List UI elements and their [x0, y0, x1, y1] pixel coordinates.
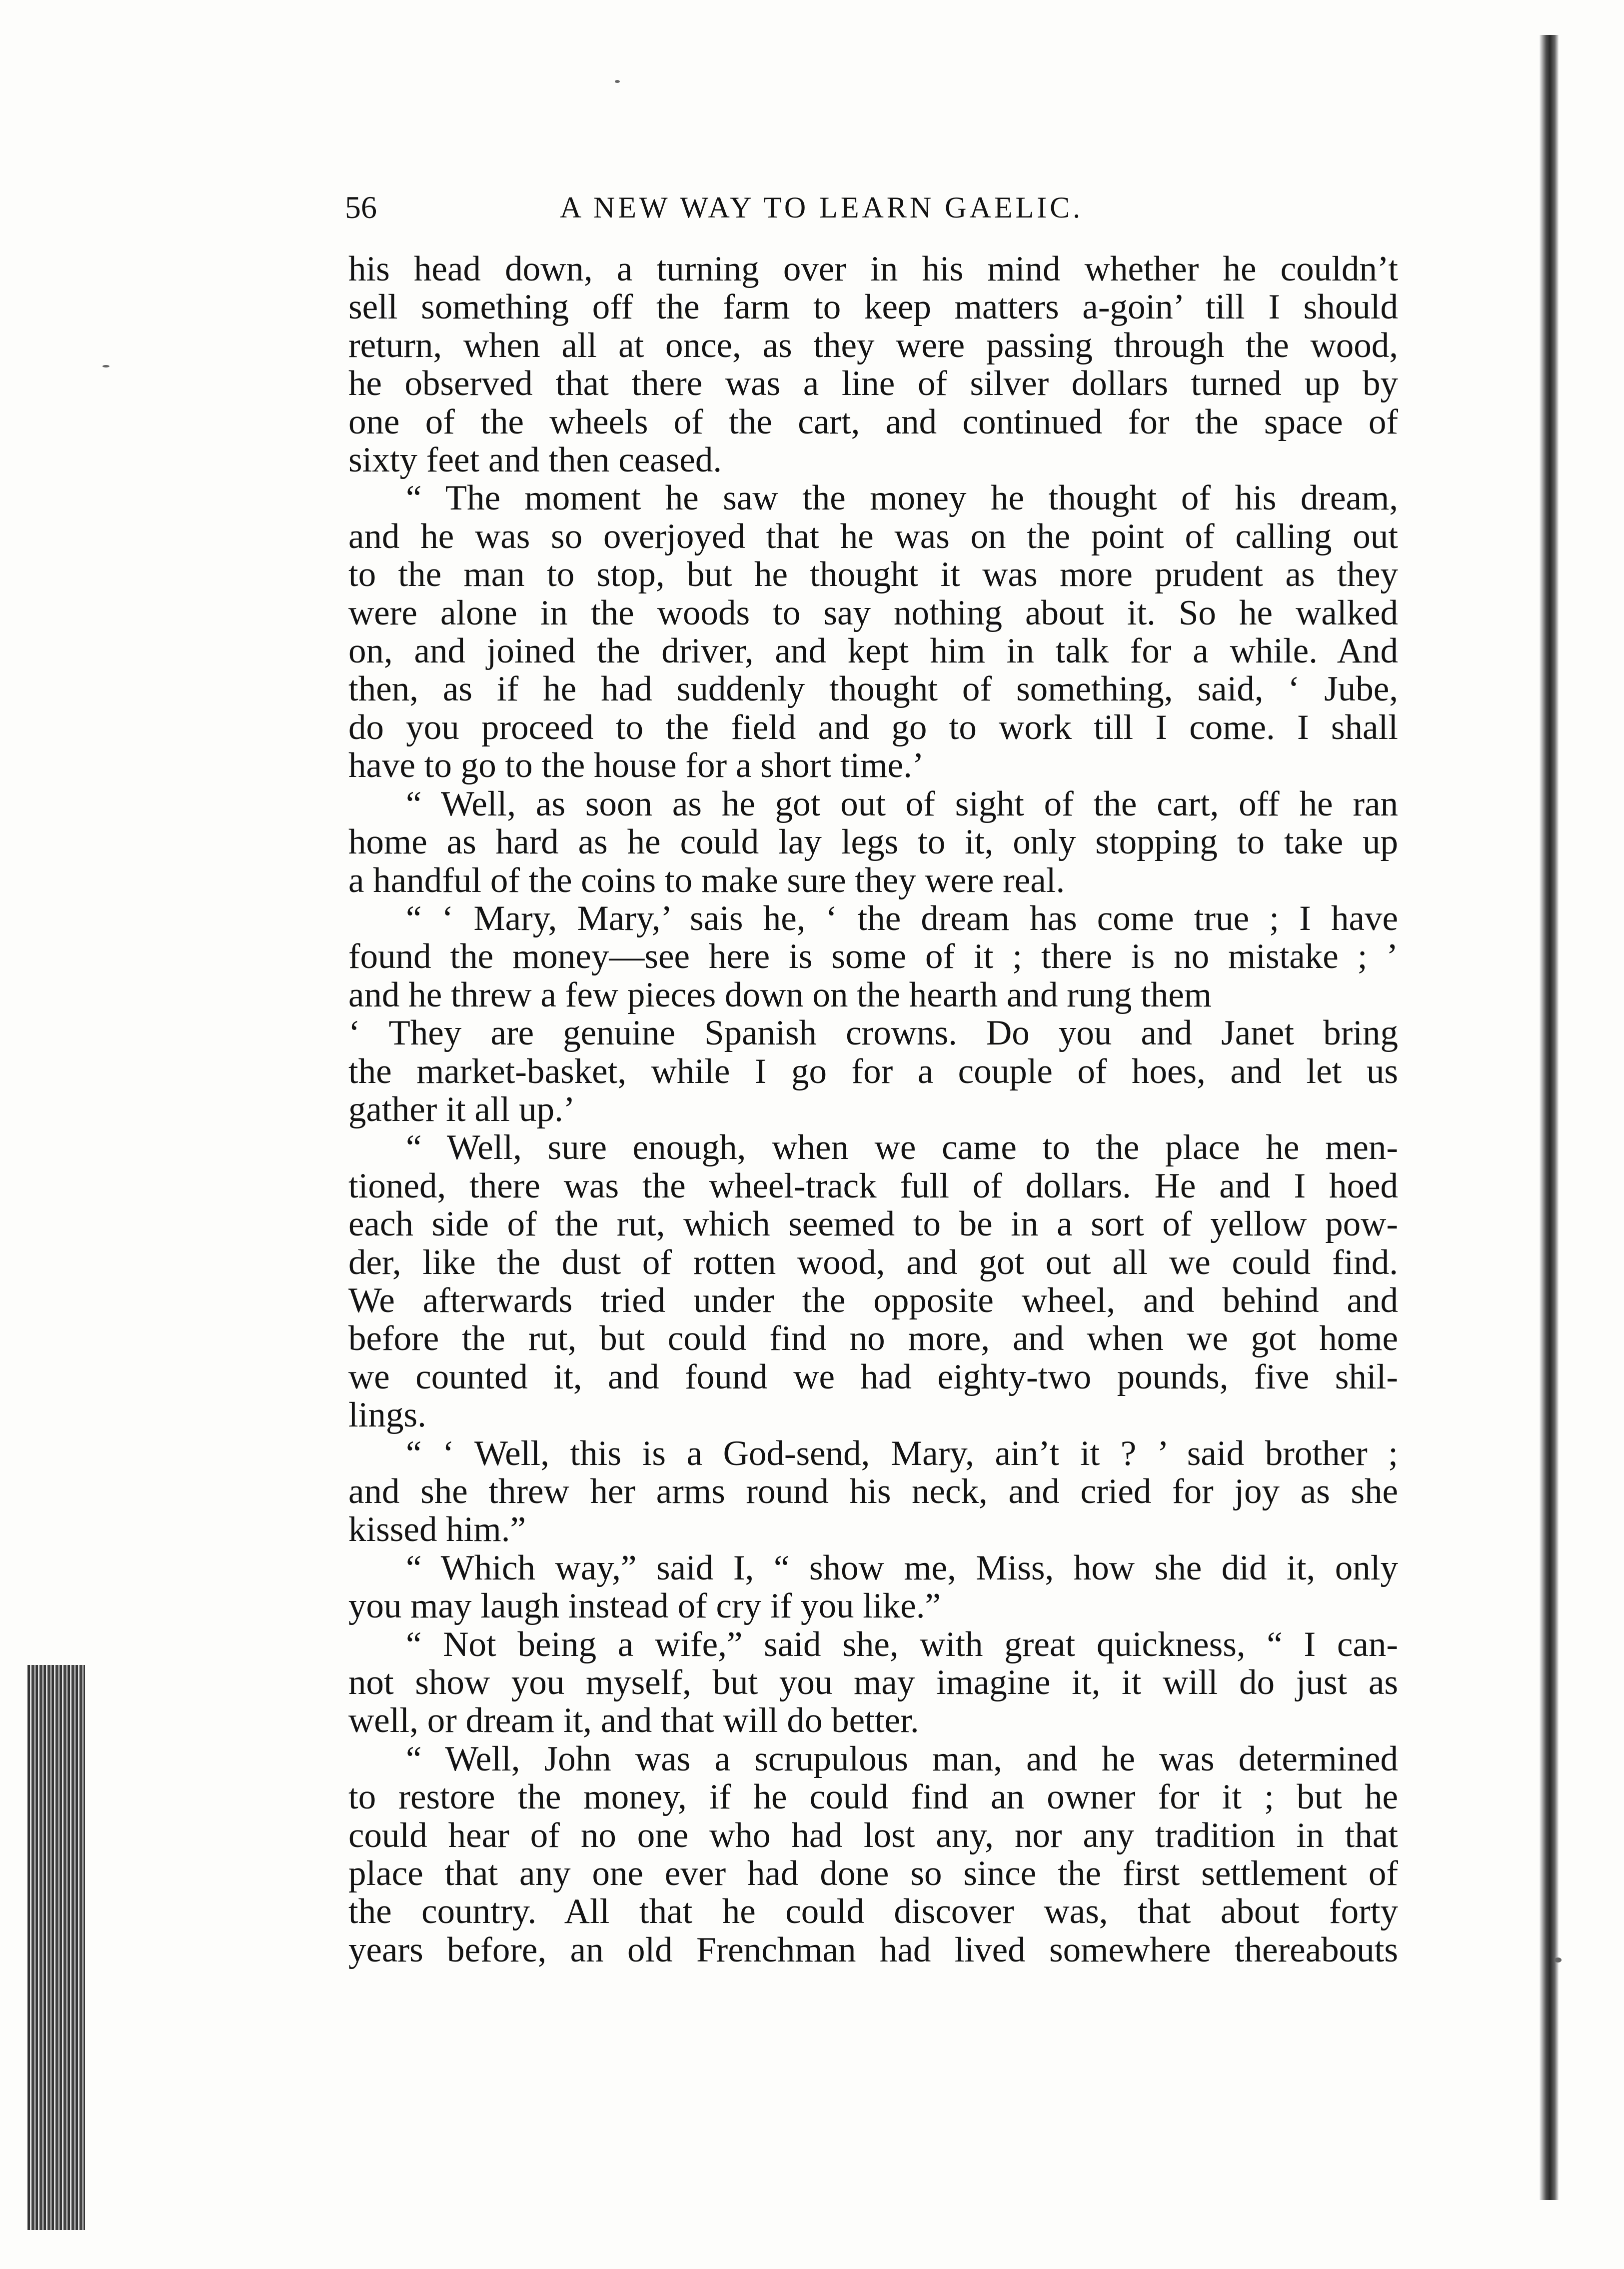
text-line: kissed him.”	[348, 1510, 526, 1550]
text-line: to restore the money, if he could find an owner for it ; but he	[348, 1778, 1398, 1817]
text-line: do you proceed to the field and go to work till I come. I shall	[348, 708, 1398, 747]
text-line: years before, an old Frenchman had lived somewhere thereabouts	[348, 1930, 1398, 1970]
text-line: “ ‘ Well, this is a God-send, Mary, ain’t it ? ’ said brother ;	[406, 1434, 1398, 1473]
text-line: der, like the dust of rotten wood, and got out all we could find.	[348, 1242, 1398, 1282]
text-line: not show you myself, but you may imagine it, it will do just as	[348, 1663, 1398, 1702]
text-line: “ Well, as soon as he got out of sight of the cart, off he ran	[406, 784, 1398, 824]
text-line: and he threw a few pieces down on the hearth and rung them	[348, 975, 1212, 1014]
page-number: 56	[345, 190, 377, 225]
text-line: well, or dream it, and that will do better.	[348, 1701, 919, 1740]
text-line: “ Not being a wife,” said she, with great quickness, “ I can-	[406, 1624, 1398, 1664]
text-line: lings.	[348, 1396, 426, 1435]
text-line: were alone in the woods to say nothing about it. So he walked	[348, 593, 1398, 632]
text-line: “ ‘ Mary, Mary,’ sais he, ‘ the dream has come true ; I have	[406, 898, 1398, 938]
text-line: each side of the rut, which seemed to be in a sort of yellow pow-	[348, 1204, 1398, 1244]
text-line: sixty feet and then ceased.	[348, 440, 722, 480]
scan-speck	[102, 365, 109, 368]
text-line: we counted it, and found we had eighty-two pounds, five shil-	[348, 1357, 1398, 1396]
text-line: home as hard as he could lay legs to it, only stopping to take up	[348, 822, 1398, 862]
text-line: sell something off the farm to keep matters a-goin’ till I should	[348, 288, 1398, 327]
text-line: and she threw her arms round his neck, and cried for joy as she	[348, 1472, 1398, 1511]
body-text	[348, 250, 1398, 1969]
text-line: the market-basket, while I go for a couple of hoes, and let us	[348, 1052, 1398, 1091]
running-title: A NEW WAY TO LEARN GAELIC.	[560, 191, 1084, 224]
text-line: and he was so overjoyed that he was on the point of calling out	[348, 516, 1398, 556]
text-line: found the money—see here is some of it ; there is no mistake ; ’	[348, 937, 1398, 976]
running-head	[345, 185, 1185, 230]
text-line: then, as if he had suddenly thought of something, said, ‘ Jube,	[348, 670, 1398, 709]
text-line: a handful of the coins to make sure they were real.	[348, 860, 1065, 900]
text-line: to the man to stop, but he thought it was more prudent as they	[348, 555, 1398, 594]
text-line: We afterwards tried under the opposite wheel, and behind and	[348, 1280, 1398, 1320]
text-line: tioned, there was the wheel-track full of dollars. He and I hoed	[348, 1166, 1398, 1206]
text-line: ‘ They are genuine Spanish crowns. Do you and Janet bring	[348, 1014, 1398, 1053]
text-line: the country. All that he could discover was, that about forty	[348, 1892, 1398, 1932]
scan-speck	[615, 80, 620, 83]
text-line: “ Well, John was a scrupulous man, and he was determined	[406, 1739, 1398, 1778]
scan-speck	[1555, 1958, 1562, 1962]
text-line: on, and joined the driver, and kept him in talk for a while. And	[348, 632, 1398, 671]
scan-margin-artifact	[27, 1665, 85, 2230]
text-line: he observed that there was a line of silver dollars turned up by	[348, 364, 1398, 404]
text-line: place that any one ever had done so since the first settlement of	[348, 1854, 1398, 1894]
text-line: one of the wheels of the cart, and continued for the space of	[348, 402, 1398, 442]
text-line: return, when all at once, as they were passing through the wood,	[348, 326, 1398, 365]
binding-edge-shadow	[1540, 35, 1559, 2200]
text-line: “ The moment he saw the money he thought of his dream,	[406, 478, 1398, 518]
text-line: you may laugh instead of cry if you like.”	[348, 1586, 941, 1626]
text-line: have to go to the house for a short time.’	[348, 746, 924, 786]
text-line: his head down, a turning over in his mind whether he couldn’t	[348, 250, 1398, 288]
text-line: before the rut, but could find no more, and when we got home	[348, 1319, 1398, 1358]
text-line: gather it all up.’	[348, 1090, 575, 1129]
text-line: “ Well, sure enough, when we came to the place he men-	[406, 1128, 1398, 1168]
text-line: could hear of no one who had lost any, nor any tradition in that	[348, 1816, 1398, 1855]
text-line: “ Which way,” said I, “ show me, Miss, how she did it, only	[406, 1548, 1398, 1588]
